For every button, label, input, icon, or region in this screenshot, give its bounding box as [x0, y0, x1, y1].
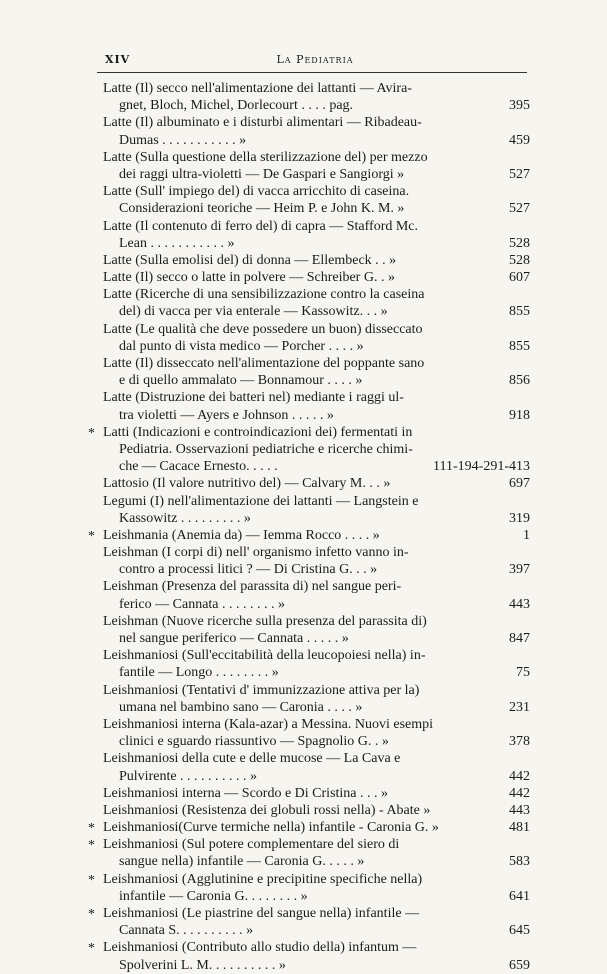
entry-text: Leishmaniosi (Tentativi d' immunizzazione attiva per la) — [103, 682, 420, 698]
entry-page-number: 442 — [509, 768, 530, 784]
entry-text: tra violetti — Ayers e Johnson . . . . . » — [119, 407, 334, 423]
entry-page-number: 231 — [509, 699, 530, 715]
entry-text: Latte (Ricerche di una sensibilizzazione contro la caseina — [103, 287, 425, 303]
entry-page-number: 641 — [509, 888, 530, 904]
entry-page-number: 697 — [509, 476, 530, 492]
index-entry — [85, 218, 530, 252]
index-entry — [85, 114, 530, 148]
index-entry — [85, 252, 530, 269]
entry-page-number: 443 — [509, 802, 530, 818]
entry-line — [85, 407, 530, 424]
entry-page-number: 528 — [509, 252, 530, 268]
entry-text: Lean . . . . . . . . . . . » — [119, 235, 235, 251]
entry-star-marker: * — [88, 528, 95, 544]
entry-text: Leishmania (Anemia da) — Iemma Rocco . . . . » — [103, 527, 380, 543]
entry-text: Cannata S. . . . . . . . . . » — [119, 923, 254, 939]
index-entry — [85, 355, 530, 389]
entry-page-number: 583 — [509, 854, 530, 870]
entry-line — [85, 544, 530, 561]
entry-line — [85, 733, 530, 750]
entry-line — [85, 768, 530, 785]
entry-text: Dumas . . . . . . . . . . . » — [119, 132, 247, 148]
entry-page-number: 459 — [509, 132, 530, 148]
index-entry — [85, 819, 530, 836]
entry-text: Considerazioni teoriche — Heim P. e John K. M. » — [119, 201, 405, 217]
entry-text: Leishmaniosi (Sul potere complementare del siero di — [103, 837, 400, 853]
index-entry — [85, 939, 530, 973]
index-entry — [85, 389, 530, 423]
entry-page-number: 855 — [509, 338, 530, 354]
entry-line — [85, 888, 530, 905]
entry-text: Leishmaniosi della cute e delle mucose — La Cava e — [103, 751, 401, 767]
entry-page-number: 111-194-291-413 — [433, 459, 530, 475]
entry-page-number: 659 — [509, 957, 530, 973]
index-entry — [85, 269, 530, 286]
entry-line — [85, 957, 530, 974]
entry-line — [85, 183, 530, 200]
entry-text: Kassowitz . . . . . . . . . » — [119, 510, 251, 526]
index-entry — [85, 475, 530, 492]
entry-line — [85, 699, 530, 716]
entry-text: dei raggi ultra-violetti — De Gaspari e Sangiorgi » — [119, 166, 405, 182]
entry-text: Latte (Distruzione dei batteri nel) mediante i raggi ul- — [103, 390, 404, 406]
entry-line — [85, 596, 530, 613]
entry-page-number: 395 — [509, 98, 530, 114]
entry-text: Latte (Le qualità che deve possedere un buon) disseccato — [103, 321, 423, 337]
entry-line — [85, 286, 530, 303]
entry-page-number: 442 — [509, 785, 530, 801]
entry-line — [85, 149, 530, 166]
index-entry — [85, 682, 530, 716]
entry-line — [85, 922, 530, 939]
entry-page-number: 397 — [509, 562, 530, 578]
entry-line — [85, 905, 530, 922]
entry-text: dal punto di vista medico — Porcher . . . . » — [119, 338, 364, 354]
entry-star-marker: * — [88, 907, 95, 922]
entry-text: umana nel bambino sano — Caronia . . . . » — [119, 699, 363, 715]
page-number: XIV — [105, 53, 131, 66]
entry-text: ferico — Cannata . . . . . . . . » — [119, 596, 286, 612]
index-entry — [85, 544, 530, 578]
entry-page-number: 527 — [509, 166, 530, 182]
entry-line — [85, 132, 530, 149]
entry-line — [85, 871, 530, 888]
entry-line — [85, 613, 530, 630]
entry-text: nel sangue periferico — Cannata . . . . . » — [119, 631, 349, 646]
entry-text: Spolverini L. M. . . . . . . . . . » — [119, 957, 286, 973]
entry-star-marker: * — [88, 941, 95, 957]
entry-line — [85, 252, 530, 269]
entry-text: infantile — Caronia G. . . . . . . . » — [119, 888, 308, 904]
entry-line — [85, 441, 530, 458]
entry-text: Latte (Sulla emolisi del) di donna — Ellembeck . . » — [103, 252, 397, 268]
entry-line — [85, 802, 530, 819]
entry-line — [85, 303, 530, 320]
entry-page-number: 319 — [509, 510, 530, 526]
entry-line — [85, 647, 530, 664]
index-entry — [85, 493, 530, 527]
index-entry — [85, 80, 530, 114]
index-entry — [85, 321, 530, 355]
entry-text: Leishman (Nuove ricerche sulla presenza del parassita di) — [103, 613, 427, 629]
entry-text: fantile — Longo . . . . . . . . » — [119, 665, 279, 681]
entry-line — [85, 114, 530, 131]
entry-text: Latte (Il) secco o latte in polvere — Schreiber G. . » — [103, 270, 395, 286]
page-title: La Pediatria — [276, 53, 354, 66]
index-entry — [85, 750, 530, 784]
entry-line — [85, 819, 530, 836]
entry-line — [85, 836, 530, 853]
entry-line — [85, 682, 530, 699]
entry-text: Leishmaniosi (Sull'eccitabilità della leucopoiesi nella) in- — [103, 648, 426, 664]
entry-line — [85, 321, 530, 338]
entry-page-number: 607 — [509, 270, 530, 286]
entry-line — [85, 269, 530, 286]
entry-line — [85, 355, 530, 372]
entry-text: Leishman (Presenza del parassita di) nel sangue peri- — [103, 579, 402, 595]
entry-text: sangue nella) infantile — Caronia G. . . . . » — [119, 854, 365, 870]
entry-line — [85, 493, 530, 510]
entry-text: Pediatria. Osservazioni pediatriche e ricerche chimi- — [119, 441, 413, 457]
entry-text: Leishman (I corpi di) nell' organismo infetto vanno in- — [103, 545, 409, 561]
entry-line — [85, 372, 530, 389]
index-entry — [85, 836, 530, 870]
header-rule — [97, 72, 527, 73]
entry-text: Leishmaniosi (Agglutinine e precipitine specifiche nella) — [103, 871, 423, 887]
entry-page-number: 645 — [509, 923, 530, 939]
entry-line — [85, 218, 530, 235]
entry-text: gnet, Bloch, Michel, Dorlecourt . . . . pag. — [119, 98, 354, 114]
entry-line — [85, 424, 530, 441]
entry-text: Lattosio (Il valore nutritivo del) — Calvary M. . . » — [103, 476, 391, 492]
entry-text: Leishmaniosi (Resistenza dei globuli rossi nella) - Abate » — [103, 802, 431, 818]
entry-line — [85, 200, 530, 217]
entry-line — [85, 389, 530, 406]
entry-line — [85, 510, 530, 527]
entry-page-number: 443 — [509, 596, 530, 612]
index-entry — [85, 527, 530, 544]
entry-line — [85, 716, 530, 733]
entry-line — [85, 475, 530, 492]
index-entry — [85, 802, 530, 819]
entry-text: Leishmaniosi(Curve termiche nella) infantile - Caronia G. » — [103, 820, 439, 836]
index-entry — [85, 578, 530, 612]
page-header — [105, 53, 525, 71]
entry-line — [85, 458, 530, 475]
entry-text: Leishmaniosi (Contributo allo studio della) infantum — — [103, 940, 417, 956]
entry-text: e di quello ammalato — Bonnamour . . . . » — [119, 373, 363, 389]
entry-line — [85, 527, 530, 544]
entry-page-number: 378 — [509, 734, 530, 750]
entry-line — [85, 97, 530, 114]
entry-line — [85, 939, 530, 956]
entry-star-marker: * — [88, 872, 95, 888]
index-entry — [85, 613, 530, 647]
index-entry — [85, 905, 530, 939]
entry-text: Latte (Il) albuminato e i disturbi alimentari — Ribadeau- — [103, 115, 422, 131]
entry-line — [85, 750, 530, 767]
entry-line — [85, 630, 530, 647]
entry-line — [85, 785, 530, 802]
index-entry — [85, 785, 530, 802]
index-entry — [85, 149, 530, 183]
entry-page-number: 75 — [516, 665, 530, 681]
entry-star-marker: * — [88, 425, 95, 441]
entry-line — [85, 853, 530, 870]
entry-text: Latte (Il) secco nell'alimentazione dei lattanti — Avira- — [103, 81, 412, 96]
index-entry — [85, 183, 530, 217]
entry-text: contro a processi litici ? — Di Cristina G. . . » — [119, 562, 378, 578]
entry-text: Latte (Sulla questione della sterilizzazione del) per mezzo — [103, 149, 428, 165]
entry-text: Latte (Il contenuto di ferro del) di capra — Stafford Mc. — [103, 218, 419, 234]
entry-star-marker: * — [88, 821, 95, 837]
entry-text: Leishmaniosi (Le piastrine del sangue nella) infantile — — [103, 906, 420, 921]
entry-text: Pulvirente . . . . . . . . . . » — [119, 768, 258, 784]
entry-star-marker: * — [88, 838, 95, 854]
entry-page-number: 1 — [523, 527, 530, 543]
entry-text: del) di vacca per via enterale — Kassowitz. . . » — [119, 304, 388, 320]
entry-text: Leishmaniosi interna (Kala-azar) a Messina. Nuovi esempi — [103, 716, 434, 732]
index-entry — [85, 424, 530, 476]
entry-page-number: 527 — [509, 201, 530, 217]
entry-page-number: 856 — [509, 373, 530, 389]
entry-page-number: 481 — [509, 820, 530, 836]
index-entries — [85, 80, 530, 974]
entry-text: clinici e sguardo riassuntivo — Spagnolio G. . » — [119, 734, 389, 750]
entry-line — [85, 578, 530, 595]
entry-line — [85, 561, 530, 578]
entry-page-number: 855 — [509, 304, 530, 320]
index-entry — [85, 647, 530, 681]
entry-page-number: 918 — [509, 407, 530, 423]
index-entry — [85, 286, 530, 320]
entry-text: Legumi (I) nell'alimentazione dei lattanti — Langstein e — [103, 493, 419, 509]
entry-page-number: 528 — [509, 235, 530, 251]
entry-page-number: 847 — [509, 631, 530, 646]
entry-line — [85, 80, 530, 97]
entry-text: che — Cacace Ernesto. . . . . — [119, 459, 278, 475]
entry-line — [85, 338, 530, 355]
entry-text: Leishmaniosi interna — Scordo e Di Cristina . . . » — [103, 785, 389, 801]
index-entry — [85, 716, 530, 750]
entry-line — [85, 166, 530, 183]
entry-line — [85, 235, 530, 252]
entry-line — [85, 664, 530, 681]
entry-text: Latte (Sull' impiego del) di vacca arricchito di caseina. — [103, 184, 410, 200]
entry-text: Latte (Il) disseccato nell'alimentazione del poppante sano — [103, 356, 425, 371]
entry-text: Latti (Indicazioni e controindicazioni dei) fermentati in — [103, 424, 413, 440]
